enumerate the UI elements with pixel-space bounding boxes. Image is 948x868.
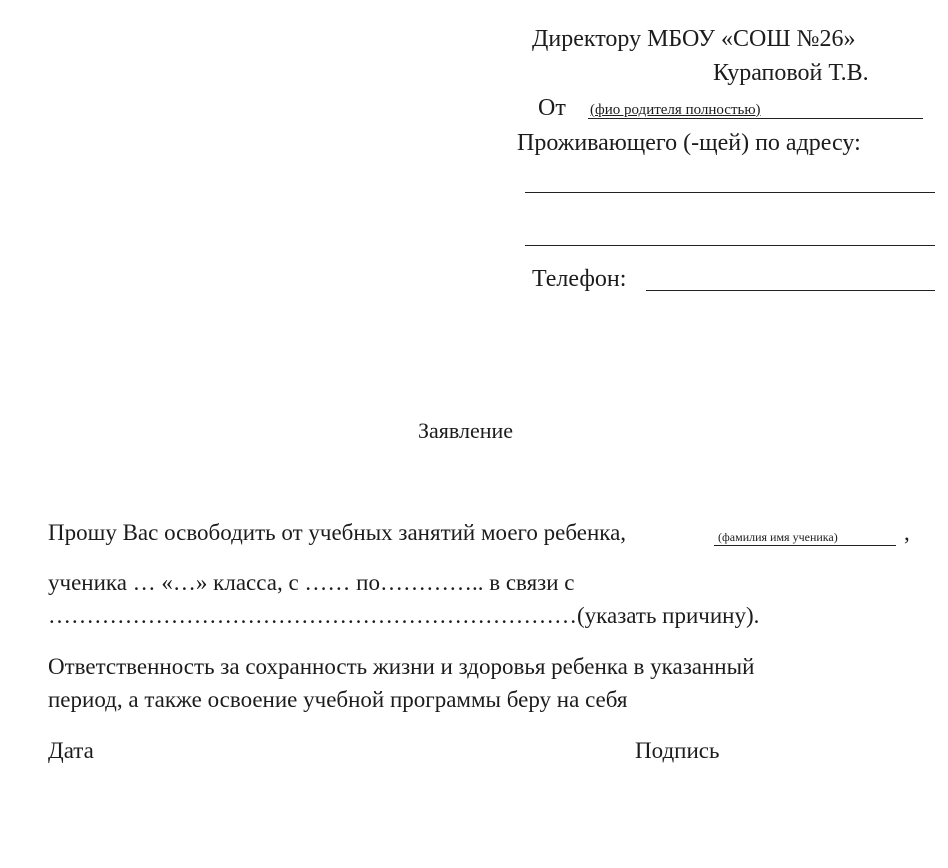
responsibility-line-1: Ответственность за сохранность жизни и здоровья ребенка в указанный bbox=[48, 654, 755, 679]
request-line-3: ……………………………………………………………(указать причину). bbox=[48, 603, 760, 628]
request-line-2: ученика … «…» класса, с …… по………….. в связи с bbox=[48, 570, 575, 595]
parent-name-underline bbox=[588, 118, 923, 119]
student-name-hint: (фамилия имя ученика) bbox=[718, 530, 838, 544]
address-line-2 bbox=[525, 245, 935, 246]
recipient-line-2: Кураповой Т.В. bbox=[713, 60, 869, 86]
address-line-1 bbox=[525, 192, 935, 193]
phone-underline bbox=[646, 290, 935, 291]
phone-label: Телефон: bbox=[532, 266, 627, 292]
from-label: От bbox=[538, 95, 566, 121]
request-line-1-end: , bbox=[904, 520, 910, 545]
request-line-1: Прошу Вас освободить от учебных занятий моего ребенка, bbox=[48, 520, 627, 545]
date-label: Дата bbox=[48, 738, 94, 763]
document-title: Заявление bbox=[418, 418, 514, 443]
responsibility-line-2: период, а также освоение учебной программы беру на себя bbox=[48, 687, 628, 712]
recipient-line-1: Директору МБОУ «СОШ №26» bbox=[532, 26, 856, 52]
address-label: Проживающего (-щей) по адресу: bbox=[517, 130, 861, 156]
parent-name-hint: (фио родителя полностью) bbox=[590, 102, 761, 118]
student-name-underline bbox=[714, 545, 896, 546]
signature-label: Подпись bbox=[635, 738, 720, 763]
